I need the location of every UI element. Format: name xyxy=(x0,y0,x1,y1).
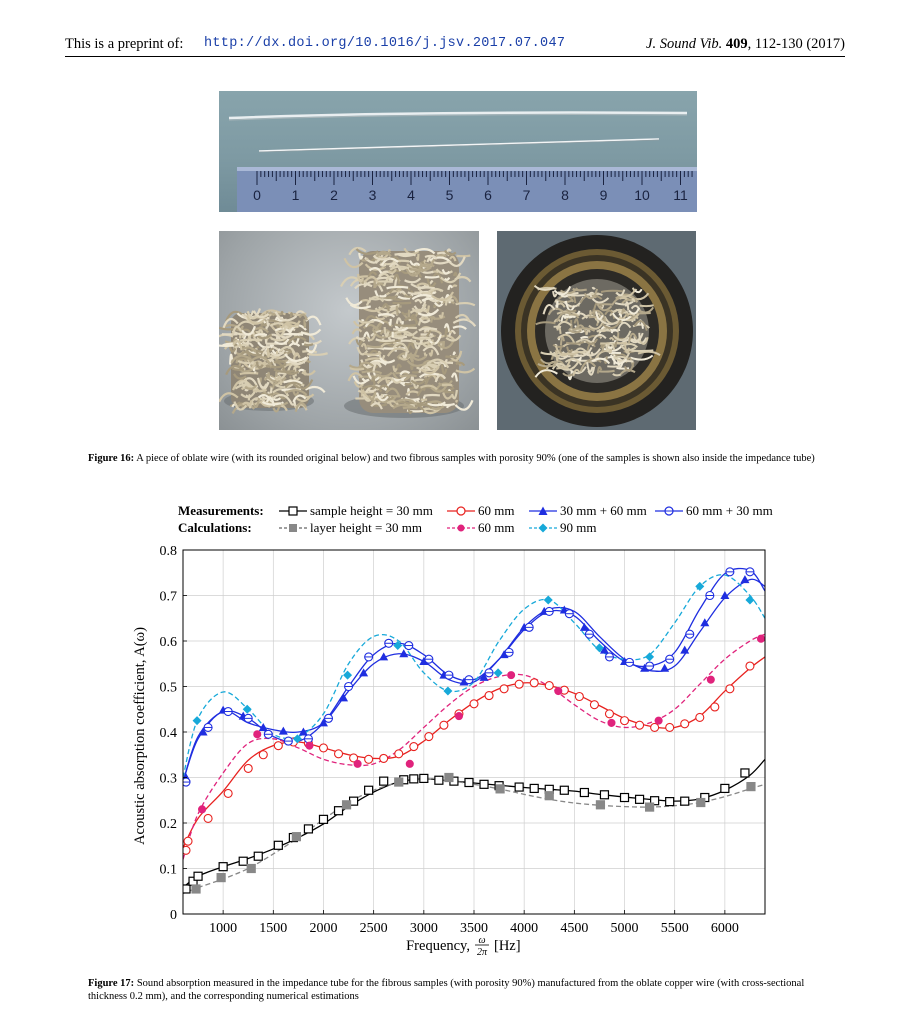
data-point xyxy=(354,760,361,767)
data-point xyxy=(274,841,282,849)
data-point xyxy=(747,783,755,791)
data-point xyxy=(244,714,252,722)
ruler-number: 2 xyxy=(330,187,338,203)
data-point xyxy=(605,710,613,718)
data-point xyxy=(345,683,353,691)
data-point xyxy=(465,779,473,787)
chart-markers xyxy=(182,568,765,893)
data-point xyxy=(380,777,388,785)
data-point xyxy=(335,807,343,815)
y-tick-label: 0.1 xyxy=(159,862,177,878)
x-tick-label: 5500 xyxy=(660,921,689,936)
data-point xyxy=(741,769,749,777)
y-tick-label: 0.8 xyxy=(159,544,177,559)
figure-16-caption: Figure 16: A piece of oblate wire (with its rounded original below) and two fibrous samples with porosity 90% (one of the samples is shown also inside the impedance tube) xyxy=(88,453,815,464)
journal-citation: J. Sound Vib. 409, 112-130 (2017) xyxy=(646,36,845,52)
x-tick-label: 1000 xyxy=(209,921,238,936)
data-point xyxy=(217,874,225,882)
data-point xyxy=(651,723,659,731)
impedance-tube-photo xyxy=(497,231,696,430)
data-point xyxy=(721,784,729,792)
data-point xyxy=(740,575,749,583)
data-point xyxy=(455,713,462,720)
data-point xyxy=(505,648,513,656)
data-point xyxy=(530,679,538,687)
ruler-number: 5 xyxy=(445,187,454,203)
y-tick-label: 0.7 xyxy=(159,589,177,605)
y-axis-label: Acoustic absorption coefficient, A(ω) xyxy=(132,627,148,845)
ruler-number: 3 xyxy=(368,187,377,203)
data-point xyxy=(711,703,719,711)
data-point xyxy=(194,872,202,880)
ruler-number: 11 xyxy=(673,187,688,203)
data-point xyxy=(757,635,764,642)
data-point xyxy=(706,592,714,600)
data-point xyxy=(666,798,674,806)
data-point xyxy=(219,863,227,871)
chart-ticks xyxy=(160,544,739,936)
data-point xyxy=(681,720,689,728)
data-point xyxy=(465,676,473,684)
data-point xyxy=(445,774,453,782)
data-point xyxy=(264,730,272,738)
data-point xyxy=(224,708,232,716)
data-point xyxy=(585,630,593,638)
data-point xyxy=(545,607,553,615)
data-point xyxy=(746,662,754,670)
data-point xyxy=(395,778,403,786)
x-tick-label: 4500 xyxy=(560,921,589,936)
data-point xyxy=(745,596,754,605)
data-point xyxy=(726,568,734,576)
data-point xyxy=(600,791,608,799)
data-point xyxy=(508,672,515,679)
data-point xyxy=(605,653,613,661)
fibrous-samples-photo xyxy=(219,231,479,430)
data-point xyxy=(445,671,453,679)
data-point xyxy=(636,795,644,803)
data-point xyxy=(339,693,348,701)
data-point xyxy=(435,776,443,784)
data-point xyxy=(697,799,705,807)
data-point xyxy=(575,693,583,701)
data-point xyxy=(646,662,654,670)
data-point xyxy=(292,833,300,841)
absorption-chart xyxy=(130,540,780,960)
data-point xyxy=(405,642,413,650)
data-point xyxy=(335,750,343,758)
data-point xyxy=(199,806,206,813)
data-point xyxy=(515,783,523,791)
legend-calculations-label: Calculations: xyxy=(178,520,252,535)
data-point xyxy=(184,837,192,845)
data-point xyxy=(596,801,604,809)
figure-17-caption: Figure 17: Sound absorption measured in the impedance tube for the fibrous samples (with porosity 90%) manufactured from the oblate copper wire (with cross-sectional thickness 0.2 mm), and the corresponding numerical estimations xyxy=(88,978,805,1002)
data-point xyxy=(580,789,588,797)
y-tick-label: 0 xyxy=(170,908,177,923)
data-point xyxy=(560,786,568,794)
x-axis-label-prefix: Frequency, xyxy=(406,938,470,954)
x-tick-label: 3000 xyxy=(409,921,438,936)
ruler-number: 9 xyxy=(599,187,608,203)
data-point xyxy=(406,760,413,767)
data-point xyxy=(525,623,533,631)
data-point xyxy=(545,682,553,690)
ruler-number: 10 xyxy=(634,187,650,203)
y-tick-label: 0.3 xyxy=(159,771,177,787)
data-point xyxy=(395,750,403,758)
page-header xyxy=(65,32,845,57)
ruler-number: 4 xyxy=(407,187,415,203)
x-axis-label xyxy=(406,935,520,958)
data-point xyxy=(254,852,262,860)
ruler-number: 8 xyxy=(561,187,569,203)
preprint-label: This is a preprint of: xyxy=(65,36,184,52)
y-tick-label: 0.4 xyxy=(159,726,177,741)
data-point xyxy=(319,815,327,823)
data-point xyxy=(425,733,433,741)
data-point xyxy=(621,794,629,802)
doi-link[interactable]: http://dx.doi.org/10.1016/j.jsv.2017.07.047 xyxy=(204,36,566,51)
x-tick-label: 5000 xyxy=(610,921,639,936)
data-point xyxy=(746,568,754,576)
data-point xyxy=(608,719,615,726)
data-point xyxy=(193,716,202,725)
data-point xyxy=(192,885,200,893)
data-point xyxy=(385,639,393,647)
data-point xyxy=(254,731,261,738)
data-point xyxy=(343,801,351,809)
data-point xyxy=(365,653,373,661)
data-point xyxy=(696,713,704,721)
data-point xyxy=(410,775,418,783)
wire-ruler-photo xyxy=(219,91,697,212)
data-point xyxy=(636,721,644,729)
data-point xyxy=(470,700,478,708)
data-point xyxy=(204,814,212,822)
x-axis-label-unit: [Hz] xyxy=(494,938,521,954)
data-point xyxy=(247,865,255,873)
y-tick-label: 0.5 xyxy=(159,680,177,696)
data-point xyxy=(425,655,433,663)
data-point xyxy=(621,717,629,725)
x-tick-label: 3500 xyxy=(460,921,488,936)
x-tick-label: 2500 xyxy=(359,921,388,936)
data-point xyxy=(485,669,493,677)
x-axis-label-frac-den: 2π xyxy=(476,947,488,958)
x-axis-label-frac-num: ω xyxy=(478,935,486,946)
data-point xyxy=(365,755,373,763)
ruler-number: 7 xyxy=(522,187,531,203)
data-point xyxy=(555,688,562,695)
data-point xyxy=(565,610,573,618)
data-point xyxy=(660,664,669,672)
data-point xyxy=(365,786,373,794)
data-point xyxy=(440,721,448,729)
legend-measurements-label: Measurements: xyxy=(178,503,264,518)
data-point xyxy=(726,685,734,693)
data-point xyxy=(494,668,503,677)
data-point xyxy=(681,797,689,805)
data-point xyxy=(420,774,428,782)
x-tick-label: 4000 xyxy=(510,921,539,936)
data-point xyxy=(686,630,694,638)
data-point xyxy=(239,857,247,865)
data-point xyxy=(655,717,662,724)
data-point xyxy=(530,784,538,792)
data-point xyxy=(244,764,252,772)
x-tick-label: 1500 xyxy=(259,921,288,936)
y-tick-label: 0.6 xyxy=(159,635,177,650)
data-point xyxy=(590,701,598,709)
data-point xyxy=(319,744,327,752)
x-tick-label: 2000 xyxy=(309,921,338,936)
data-point xyxy=(274,742,282,750)
data-point xyxy=(500,685,508,693)
data-point xyxy=(707,676,714,683)
data-point xyxy=(306,742,313,749)
data-point xyxy=(626,658,634,666)
data-point xyxy=(666,723,674,731)
data-point xyxy=(410,743,418,751)
x-tick-label: 6000 xyxy=(710,921,739,936)
data-point xyxy=(645,652,654,661)
data-point xyxy=(204,723,212,731)
data-point xyxy=(646,803,654,811)
data-point xyxy=(496,785,504,793)
data-point xyxy=(304,735,312,743)
data-point xyxy=(515,680,523,688)
data-point xyxy=(380,754,388,762)
data-point xyxy=(304,825,312,833)
data-point xyxy=(480,780,488,788)
ruler-number: 6 xyxy=(484,187,492,203)
data-point xyxy=(224,789,232,797)
data-point xyxy=(545,792,553,800)
data-point xyxy=(284,737,292,745)
data-point xyxy=(443,687,452,696)
data-point xyxy=(666,655,674,663)
y-tick-label: 0.2 xyxy=(159,817,177,832)
ruler-number: 0 xyxy=(253,187,261,203)
data-point xyxy=(259,751,267,759)
data-point xyxy=(485,692,493,700)
ruler-number: 1 xyxy=(291,187,300,203)
data-point xyxy=(325,714,333,722)
data-point xyxy=(544,596,553,605)
